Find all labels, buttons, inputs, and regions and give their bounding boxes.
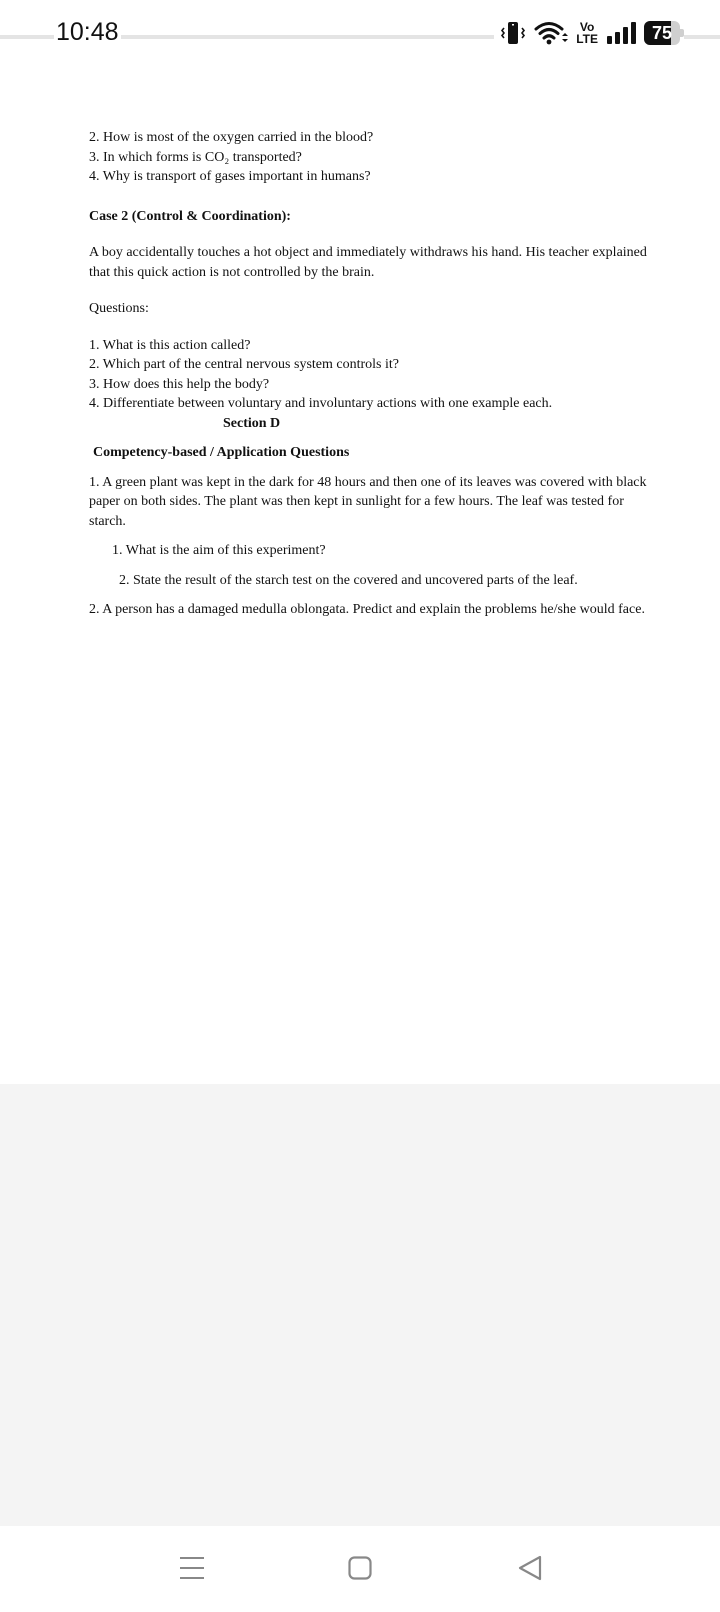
back-button[interactable] [508,1546,552,1590]
signal-icon [606,21,636,45]
case-2-question-2: 2. Which part of the central nervous system controls it? [89,357,399,372]
status-bar [0,0,720,66]
status-icons [494,16,684,50]
menu-button[interactable] [170,1546,214,1590]
battery-level: 75 [651,23,673,43]
vibrate-icon [500,20,526,46]
case-2-question-1: 1. What is this action called? [89,337,251,353]
home-button[interactable] [338,1546,382,1590]
case-2-question-3: 3. How does this help the body? [89,376,270,392]
document-content[interactable] [89,128,649,620]
competency-heading: Competency-based / Application Questions [93,445,350,460]
case-2-question-4: 4. Differentiate between voluntary and involuntary actions with one example each. [89,396,553,411]
viewer-background [0,1084,720,1526]
case-2-text: A boy accidentally touches a hot object and immediately withdraws his hand. His teacher explained that this quick action is not controlled by the brain. [89,245,647,280]
case-2-title: Case 2 (Control & Coordination): [89,208,291,224]
volte-label-bottom: LTE [576,32,598,46]
home-icon [348,1556,372,1580]
battery-icon [644,21,684,45]
menu-icon [179,1556,205,1580]
volte-icon [576,21,598,45]
back-icon [517,1555,543,1581]
application-question-1-sub-1: 1. What is the aim of this experiment? [112,543,326,558]
question-3: 3. In which forms is CO₂ transported? [89,149,302,165]
question-4: 4. Why is transport of gases important in humans? [89,169,371,184]
application-question-1: 1. A green plant was kept in the dark for 48 hours and then one of its leaves was covered with black paper on both sides. The plant was then kept in sunlight for a few hours. The leaf was tested for starch. [89,474,647,529]
status-time: 10:48 [54,14,121,50]
application-question-2: 2. A person has a damaged medulla oblongata. Predict and explain the problems he/she would face. [89,602,645,617]
battery-cap [680,29,684,37]
wifi-icon [534,20,568,46]
application-question-1-sub-2: 2. State the result of the starch test on the covered and uncovered parts of the leaf. [119,572,578,588]
volte-label-top: Vo [579,20,595,34]
question-2: 2. How is most of the oxygen carried in the blood? [89,130,374,145]
section-d-heading: Section D [223,415,281,431]
questions-label: Questions: [89,301,149,316]
navigation-bar [0,1526,720,1612]
